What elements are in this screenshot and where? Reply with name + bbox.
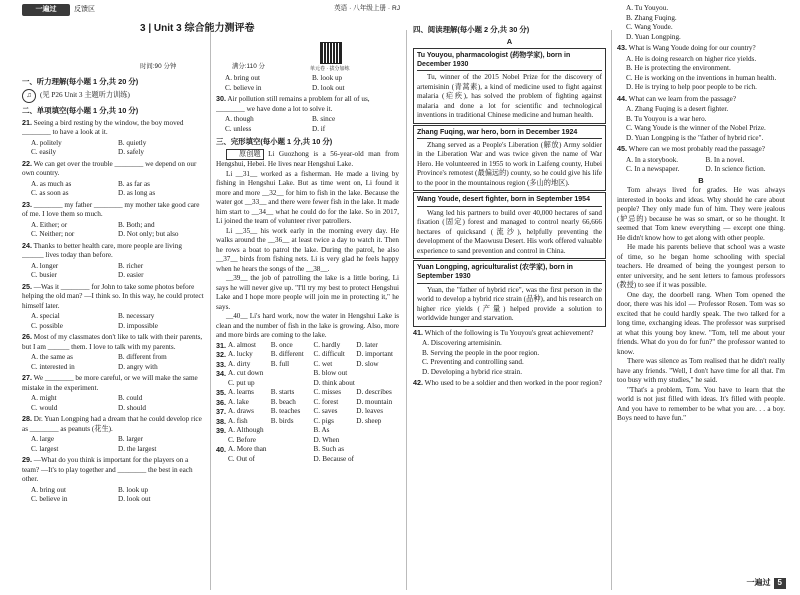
question-item	[22, 118, 205, 138]
option: C. believe in	[31, 495, 68, 504]
question-options	[22, 221, 205, 240]
option-group	[228, 360, 399, 370]
question-options	[22, 139, 205, 158]
option: A. though	[225, 115, 254, 123]
option-group	[228, 388, 399, 398]
cloze-option-row	[216, 350, 399, 360]
option: D. slow	[356, 359, 379, 368]
option: D. describes	[356, 388, 392, 397]
option: C. possible	[31, 321, 63, 330]
option: C. misses	[313, 388, 342, 397]
question-30: 30. Air pollution still remains a problem for all of us, ________ we have done a lot to solve it.	[216, 94, 370, 113]
cloze-option-row	[216, 398, 399, 408]
option: A. lake	[228, 397, 249, 406]
option: C. interested in	[31, 362, 75, 371]
option: D. mountain	[356, 397, 393, 406]
question-number: 32.	[216, 350, 226, 360]
paragraph-text: Li __35__ his work early in the morning every day. He walks around the __36__ at least twice a day to watch it. Then he rows a boat to patrol the lake. During the patrol, he also __37__ birds from fishing nets. Li is very glad he feels happy when he hears the songs of the __38__.	[216, 226, 399, 273]
column-1	[22, 74, 205, 590]
question-stem: Most of my classmates don't like to talk with their parents, but I am ______ them. I love to talk with my parents.	[22, 333, 203, 351]
question-item	[22, 373, 205, 393]
paragraph-text: Li __31__ worked as a fisherman. He made a living by fishing in Hengshui Lake. But as time went on, Li found it more and more __32__ for him to fish in the lake. Because the water got __33__ and there were fewer fish in the lake. It made him start to __34__ what he could do for the lake. So in 2017, Li joined the team of volunteer river patrollers.	[216, 169, 399, 226]
original-label: 原创题	[226, 149, 264, 161]
option-group	[228, 407, 399, 417]
option: A. More than	[228, 445, 267, 454]
option: A. lucky	[228, 350, 253, 359]
cloze-option-row	[216, 426, 399, 436]
question-options	[413, 339, 606, 377]
question-item	[22, 159, 205, 179]
option-group	[228, 341, 399, 351]
question-number: 38.	[216, 416, 226, 426]
option: B. once	[270, 340, 293, 349]
option: C. Neither; nor	[31, 230, 75, 239]
question-options	[617, 156, 785, 175]
paragraph-text: __40__ Li's hard work, now the water in Hengshui Lake is clean and the number of fish in the lake is growing. Also, more and more birds are coming to the lake.	[216, 312, 399, 340]
cloze-option-row	[216, 417, 399, 427]
option: B. larger	[118, 435, 144, 444]
option: C. He is working on the inventions in human health.	[626, 73, 777, 82]
question-stem: Thanks to better health care, more people are living ______ lives today than before.	[22, 241, 182, 260]
cloze-option-row	[216, 360, 399, 370]
option: B. since	[312, 115, 336, 123]
question-number: 25.	[22, 281, 32, 291]
option-group	[228, 350, 399, 360]
question-options	[216, 115, 399, 134]
section-listening: 一、听力理解(每小题 1 分,共 20 分)	[22, 77, 139, 86]
option: A. large	[31, 435, 55, 444]
time-limit: 时间:90 分钟	[140, 63, 177, 70]
question-number: 34.	[216, 369, 226, 379]
profile-text: Tu, winner of the 2015 Nobel Prize for the discovery of artemisinin (青蒿素), a kind of medicine used to fight against malaria (疟疾), has solved the problem of fighting against malaria and done a lot for scientific and technological inventions in traditional Chinese medicine and human health.	[417, 73, 602, 120]
option: C. unless	[225, 124, 252, 133]
book-label: 英语 · 八年级上册 · RJ	[334, 5, 400, 12]
option: A. Zhang Fuqing is a desert fighter.	[626, 105, 729, 113]
column-2	[216, 74, 399, 590]
option: D. later	[356, 340, 378, 349]
option-group	[228, 445, 399, 455]
option: D. When	[313, 435, 340, 444]
question-item	[22, 332, 205, 352]
section-cloze: 三、完形填空(每小题 1 分,共 10 分)	[216, 137, 333, 146]
question-number: 21.	[22, 117, 32, 127]
full-score: 满分:110 分	[232, 63, 265, 70]
profile-card	[413, 48, 606, 124]
option: A. learns	[228, 388, 254, 397]
question-item	[22, 200, 205, 220]
question-45: 45. Where can we most probably read the passage?	[617, 144, 765, 153]
option: B. blow out	[313, 369, 348, 378]
option: B. look up	[312, 74, 343, 82]
option: C. In a newspaper.	[626, 165, 680, 173]
passage-b-title: B	[698, 175, 704, 185]
profile-name: Zhang Fuqing, war hero, born in December 1924	[417, 128, 602, 139]
option: D. the largest	[118, 444, 157, 453]
question-options	[22, 435, 205, 454]
option: B. He is protecting the environment.	[626, 64, 731, 72]
question-item	[22, 414, 205, 434]
option: D. if	[312, 124, 326, 133]
option: C. as soon as	[31, 189, 69, 198]
option: B. starts	[270, 388, 295, 397]
option-group	[228, 369, 399, 379]
question-41: 41. Which of the following is Tu Youyou's great achievement?	[413, 327, 594, 337]
option: B. beach	[270, 397, 296, 406]
question-item	[22, 282, 205, 312]
option: B. Zhang Fuqing.	[626, 13, 677, 22]
question-42: 42. Who used to be a soldier and then worked in the poor region?	[413, 378, 602, 388]
profile-name: Wang Youde, desert fighter, born in September 1954	[417, 195, 602, 206]
option: D. safely	[118, 148, 144, 157]
cloze-paragraph	[216, 312, 399, 341]
question-stem: We can get over the trouble ________ we depend on our own country.	[22, 159, 197, 178]
option: A. the same as	[31, 353, 73, 362]
question-number	[216, 455, 228, 465]
qr-code-icon	[320, 42, 342, 64]
option: A. draws	[228, 407, 254, 416]
option: A. Either; or	[31, 220, 68, 229]
option: C. saves	[313, 407, 338, 416]
option: C. Wang Youde.	[626, 23, 673, 31]
question-number: 40.	[216, 445, 226, 455]
option: C. pigs	[313, 416, 334, 425]
option-group	[228, 398, 399, 408]
question-44: 44. What can we learn from the passage?	[617, 93, 737, 103]
question-options	[617, 105, 785, 143]
option: C. hardly	[313, 340, 341, 349]
profile-card	[413, 125, 606, 192]
question-item	[22, 455, 205, 485]
option: D. Yuan Longping.	[626, 32, 681, 41]
question-options	[22, 262, 205, 281]
profile-name: Yuan Longping, agriculturalist (农学家), born in September 1930	[417, 263, 602, 283]
cloze-option-row	[216, 388, 399, 398]
option: D. look out	[312, 83, 345, 92]
profile-text: Zhang served as a People's Liberation (解放) Army soldier in the Liberation War and was twice given the name of War Hero. He volunteered in 1955 to work in Laifeng county, Hubei Province's remotest (最偏远的) county, so he could give his life to the poor in the mountainous region (多山的地区).	[417, 140, 602, 187]
option: D. easier	[118, 271, 144, 280]
option: B. Both; and	[118, 220, 155, 229]
option: C. put up	[228, 378, 255, 387]
question-number	[216, 379, 228, 389]
paragraph-text: __39__ the job of patrolling the lake is a little boring, Li says he will never give up. "I'll try my best to protect Hengshui Lake and I hope more people will join me in protecting it," he says.	[216, 274, 399, 311]
question-number: 37.	[216, 407, 226, 417]
option-group	[228, 455, 399, 465]
option: B. birds	[270, 416, 294, 425]
question-options	[22, 180, 205, 199]
option: A. as much as	[31, 179, 72, 188]
option: D. leaves	[356, 407, 383, 416]
option: A. fish	[228, 416, 248, 425]
option: D. Not only; but also	[118, 230, 179, 239]
option: A. Although	[228, 426, 264, 435]
divider	[406, 30, 407, 590]
profile-name: Tu Youyou, pharmacologist (药物学家), born in December 1930	[417, 51, 602, 71]
profile-card	[413, 260, 606, 326]
question-item	[22, 241, 205, 261]
question-options	[617, 4, 785, 42]
cloze-options	[216, 341, 399, 465]
column-3	[413, 22, 606, 588]
question-number: 33.	[216, 359, 226, 369]
question-number	[216, 436, 228, 446]
question-stem: —Was it ________ for John to take some photos before helping the old man? —I think so. In this way, he could protect himself later.	[22, 282, 204, 310]
question-number: 35.	[216, 388, 226, 398]
option: C. wet	[313, 359, 333, 368]
question-options	[22, 394, 205, 413]
page-title: 3 | Unit 3 综合能力测评卷	[140, 23, 255, 34]
option: D. think about	[313, 378, 355, 387]
question-number: 23.	[22, 199, 32, 209]
question-list	[22, 118, 205, 505]
question-number: 39.	[216, 426, 226, 436]
option: B. As	[313, 426, 330, 435]
option: D. sheep	[356, 416, 382, 425]
option: C. Before	[228, 435, 256, 444]
option-group	[228, 417, 399, 427]
passage-paragraph: He made his parents believe that school was a waste of time, so he began home schooling with special teachers. He dreamed of being the youngest person to enter university, and he sent letters to famous professors (教授) to see if it was possible.	[617, 243, 785, 290]
passage-b	[617, 186, 785, 424]
option: C. Wang Youde is the winner of the Nobel Prize.	[626, 124, 766, 132]
question-options	[22, 312, 205, 331]
cloze-option-row	[216, 436, 399, 446]
option: A. bring out	[225, 74, 260, 82]
question-43: 43. What is Wang Youde doing for our country?	[617, 43, 756, 52]
cloze-paragraph	[216, 170, 399, 227]
cloze-paragraph	[216, 227, 399, 275]
cloze-option-row	[216, 379, 399, 389]
option: A. politely	[31, 138, 62, 147]
section-reading: 四、阅读理解(每小题 2 分,共 30 分)	[413, 25, 530, 34]
divider	[210, 30, 211, 590]
cloze-passage	[216, 149, 399, 341]
option: D. look out	[118, 495, 151, 504]
question-number: 28.	[22, 414, 32, 424]
passage-paragraph: Tom always lived for grades. He was always interested in books and ideas. Why should he care about people? They only made fun of him. They were jealous (妒忌的) because he was so smart, or so he thought. It seemed that Tom knew everything — except one thing. He didn't know how to get along with other people.	[617, 186, 785, 242]
column-4	[617, 4, 785, 590]
option: D. impossible	[118, 321, 158, 330]
option: C. would	[31, 403, 58, 412]
passage-paragraph: There was silence as Tom realised that he didn't really have any friends. "Well, I don't have time for all that. I'm too busy with my studies," he said.	[617, 357, 785, 385]
option: C. Out of	[228, 454, 255, 463]
question-stem: Dr. Yuan Longping had a dream that he could develop rice as ________ as peanuts (花生).	[22, 415, 202, 433]
question-number: 31.	[216, 340, 226, 350]
option: A. He is doing research on higher rice yields.	[626, 54, 757, 63]
option: B. different	[270, 350, 304, 359]
option: D. In science fiction.	[705, 165, 766, 173]
feedback-tag: 反馈区	[74, 6, 95, 13]
question-stem: Seeing a bird resting by the window, the boy moved ________ to have a look at it.	[22, 118, 184, 137]
question-number: 27.	[22, 373, 32, 383]
question-stem: ________ my father ________ my mother take good care of me. I love them so much.	[22, 200, 200, 219]
option: B. necessary	[118, 312, 155, 321]
option: C. easily	[31, 148, 57, 157]
listening-note: ♫ (见 P26 Unit 3 主题听力训练)	[22, 89, 205, 103]
option: B. quietly	[118, 138, 147, 147]
question-options	[617, 55, 785, 93]
passage-a-title: A	[506, 36, 513, 46]
option: A. special	[31, 312, 60, 321]
option: B. Tu Youyou is a war hero.	[626, 114, 707, 123]
option: A. Discovering artemisinin.	[422, 339, 502, 348]
question-number: 24.	[22, 240, 32, 250]
option: A. dirty	[228, 359, 251, 368]
option: A. Tu Youyou.	[626, 4, 669, 12]
option: A. In a storybook.	[626, 155, 679, 164]
question-stem: We ________ be more careful, or we will make the same mistake in the experiment.	[22, 374, 198, 392]
option: D. Yuan Longping is the "father of hybrid rice".	[626, 133, 764, 142]
option: B. In a novel.	[705, 155, 745, 164]
option: D. as long as	[118, 189, 156, 198]
passage-paragraph: One day, the doorbell rang. When Tom opened the door, there was his idol — Professor Rosen. Tom was so excited that he could hardly speak. The two talked for a long time, exchanging ideas. The professor was surprised at what this young boy knew. "Tom, tell me about your friends. What do you do for fun?" the professor wanted to know.	[617, 290, 785, 356]
divider	[611, 30, 612, 590]
option: C. believe in	[225, 83, 262, 92]
option: C. Preventing and controlling sand.	[422, 358, 524, 367]
option: C. difficult	[313, 350, 345, 359]
question-options	[216, 74, 399, 93]
section-single-choice: 二、单项填空(每小题 1 分,共 10 分)	[22, 105, 139, 115]
page-header	[22, 4, 400, 17]
question-stem: —What do you think is important for the players on a team? —It's to play together and ________ the best in each other.	[22, 456, 193, 484]
cloze-option-row	[216, 369, 399, 379]
option: A. cut down	[228, 369, 264, 378]
profile-text: Yuan, the "father of hybrid rice", was the first person in the world to develop a hybrid rice strain (品种), and his research on higher rice yields (产量) helped provide a solution to worldwide hunger and starvation.	[417, 285, 602, 323]
option: A. longer	[31, 261, 59, 270]
cloze-paragraph	[216, 149, 399, 170]
question-number: 22.	[22, 158, 32, 168]
cloze-option-row	[216, 445, 399, 455]
question-options	[22, 353, 205, 372]
question-options	[22, 486, 205, 505]
option: C. largest	[31, 444, 59, 453]
option: C. busier	[31, 271, 57, 280]
option: B. as far as	[118, 179, 150, 188]
option: D. important	[356, 350, 393, 359]
option: A. almost	[228, 340, 256, 349]
profile-text: Wang led his partners to build over 40,000 hectares of sand fixation (固定) forest and managed to control nearly 66,666 hectares of quicksand (流沙), helpfully preventing the development of the Maowusu Desert. His work offered valuable experience to sand prevention and control in China.	[417, 208, 602, 255]
option: B. different from	[118, 353, 167, 362]
option: B. Such as	[313, 445, 345, 454]
option-group	[228, 436, 399, 446]
option: D. angry with	[118, 362, 158, 371]
people-list	[413, 48, 606, 327]
cloze-paragraph	[216, 274, 399, 312]
qr-caption: 单元卷 · 拔分加练	[310, 66, 350, 72]
paragraph-text: Li Guozhong is a 56-year-old man from Hengshui, Hebei. He lives near Hengshui Lake.	[216, 149, 399, 169]
option: A. might	[31, 394, 57, 403]
cloze-option-row	[216, 407, 399, 417]
option: D. should	[118, 403, 146, 412]
option-group	[228, 379, 399, 389]
option: B. could	[118, 394, 143, 403]
option: B. teaches	[270, 407, 301, 416]
option-group	[228, 426, 399, 436]
option: C. forest	[313, 397, 339, 406]
passage-paragraph: "That's a problem, Tom. You have to learn that the world is not just filled with ideas. It's filled with people. And you have to remember to be what you are. . . a boy. Boys need to have fun."	[617, 385, 785, 423]
option: D. He is trying to help poor people to be rich.	[626, 83, 757, 91]
headphones-icon: ♫	[22, 89, 36, 103]
cloze-option-row	[216, 455, 399, 465]
option: B. richer	[118, 261, 144, 270]
option: A. bring out	[31, 485, 66, 494]
question-number: 36.	[216, 397, 226, 407]
profile-card	[413, 192, 606, 259]
option: D. Because of	[313, 454, 355, 463]
option: B. full	[270, 359, 290, 368]
cloze-option-row	[216, 341, 399, 351]
brand-logo: 一遍过	[22, 4, 70, 16]
option: B. look up	[118, 485, 149, 494]
option: B. Serving the people in the poor region.	[422, 348, 540, 357]
question-number: 29.	[22, 455, 32, 465]
option: D. Developing a hybrid rice strain.	[422, 367, 522, 376]
question-number: 26.	[22, 332, 32, 342]
page-number: 一遍过 5	[747, 578, 786, 589]
